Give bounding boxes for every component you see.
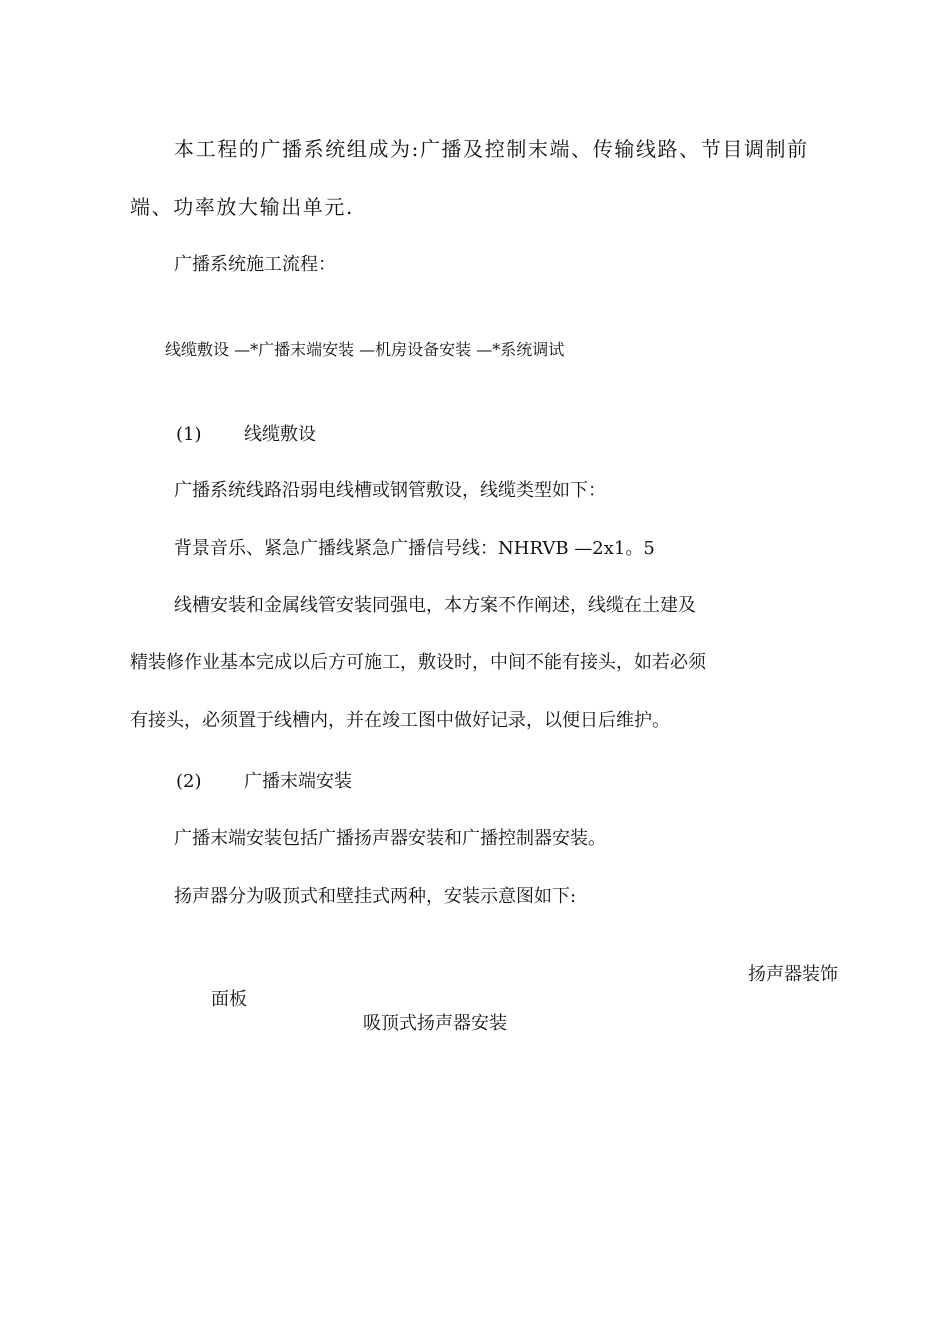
section-1-para-3-line-3: 有接头，必须置于线槽内，并在竣工图中做好记录，以便日后维护。: [130, 710, 670, 731]
flow-heading: 广播系统施工流程：: [174, 254, 336, 275]
section-1-title: 线缆敷设: [244, 424, 316, 445]
section-2-para-2: 扬声器分为吸顶式和壁挂式两种，安装示意图如下:: [174, 886, 577, 907]
figure-label-part-2: 面板: [211, 989, 247, 1010]
section-1-para-3-line-2: 精装修作业基本完成以后方可施工，敷设时，中间不能有接头，如若必须: [130, 652, 706, 673]
section-1-para-2: 背景音乐、紧急广播线紧急广播信号线：NHRVB —2x1。5: [174, 538, 655, 559]
intro-line-1: 本工程的广播系统组成为:广播及控制末端、传输线路、节目调制前: [174, 137, 809, 161]
section-1-para-1: 广播系统线路沿弱电线槽或钢管敷设，线缆类型如下：: [174, 480, 606, 501]
section-1-heading: [176, 426, 316, 444]
section-2-para-1: 广播末端安装包括广播扬声器安装和广播控制器安装。: [174, 828, 606, 849]
flow-steps: 线缆敷设 —*广播末端安装 —机房设备安装 —*系统调试: [165, 340, 565, 359]
intro-line-2: 端、功率放大输出单元.: [130, 195, 354, 219]
figure-label-part-1: 扬声器装饰: [748, 964, 838, 985]
section-2-title: 广播末端安装: [244, 771, 352, 792]
figure-caption: 吸顶式扬声器安装: [363, 1013, 507, 1034]
section-1-number: (1): [176, 424, 202, 445]
section-1-para-3-line-1: 线槽安装和金属线管安装同强电，本方案不作阐述，线缆在土建及: [174, 595, 696, 616]
section-2-heading: [176, 773, 352, 791]
section-2-number: (2): [176, 771, 202, 792]
